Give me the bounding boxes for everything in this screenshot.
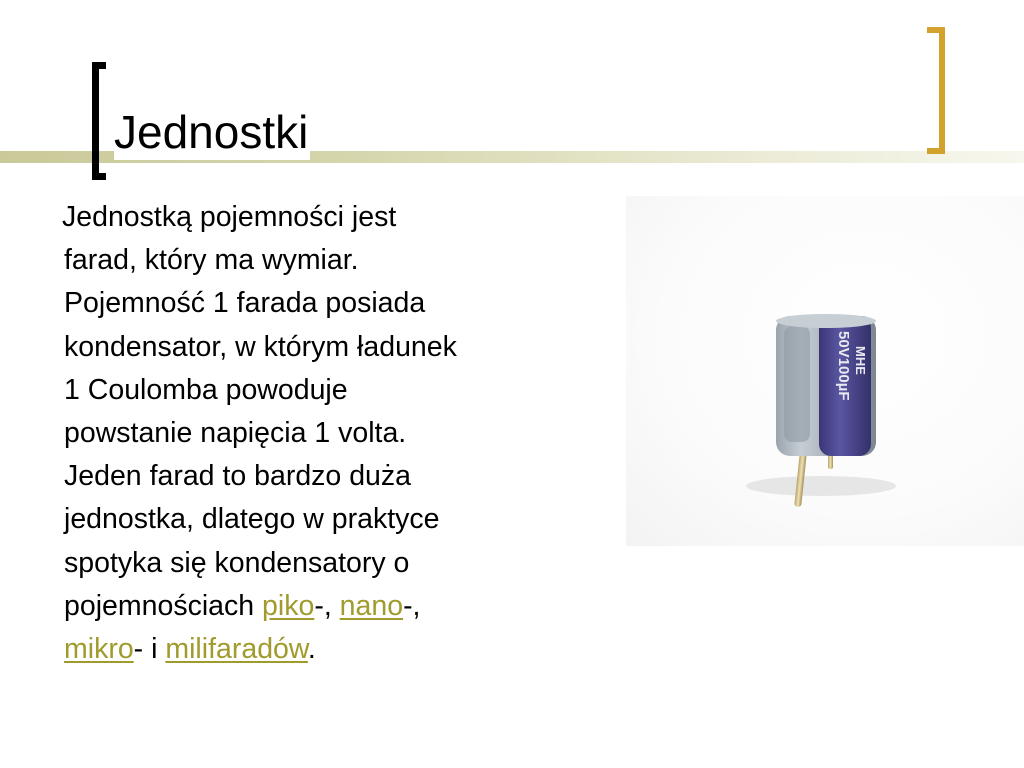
body-line-with-links bbox=[62, 585, 637, 628]
body-line: Jeden farad to bardzo duża bbox=[64, 460, 411, 493]
capacitor-stripe bbox=[784, 326, 810, 442]
separator-text: -, bbox=[314, 589, 340, 622]
end-period: . bbox=[307, 633, 316, 666]
capacitor-image bbox=[626, 196, 1024, 546]
left-bracket-decoration bbox=[92, 62, 106, 180]
capacitor-marking: 50V100µF bbox=[835, 331, 852, 401]
link-piko[interactable]: piko bbox=[262, 589, 315, 622]
body-line: kondensator, w którym ładunek bbox=[64, 330, 457, 363]
body-line: jednostka, dlatego w praktyce bbox=[64, 503, 440, 536]
body-line: 1 Coulomba powoduje bbox=[64, 373, 348, 406]
body-line: spotyka się kondensatory o bbox=[64, 546, 410, 579]
separator-text: - i bbox=[133, 633, 166, 666]
link-mikro[interactable]: mikro bbox=[64, 633, 134, 666]
slide-title: Jednostki bbox=[114, 106, 309, 158]
body-line: Jednostką pojemności jest bbox=[62, 201, 397, 233]
capacitor-marking: MHE bbox=[853, 346, 868, 375]
body-text-fragment: pojemnościach bbox=[64, 589, 263, 622]
capacitor-photo bbox=[626, 196, 1024, 546]
shadow bbox=[746, 476, 896, 496]
body-line: farad, który ma wymiar. bbox=[64, 244, 359, 277]
capacitor-top bbox=[776, 314, 876, 328]
link-nano[interactable]: nano bbox=[339, 589, 404, 622]
link-milifaradow[interactable]: milifaradów bbox=[165, 633, 308, 666]
separator-text: -, bbox=[403, 589, 421, 622]
body-line-with-links bbox=[62, 628, 637, 671]
body-line: powstanie napięcia 1 volta. bbox=[64, 417, 407, 450]
body-line: Pojemność 1 farada posiada bbox=[64, 287, 426, 320]
body-text bbox=[60, 196, 637, 671]
right-bracket-decoration bbox=[927, 27, 945, 154]
